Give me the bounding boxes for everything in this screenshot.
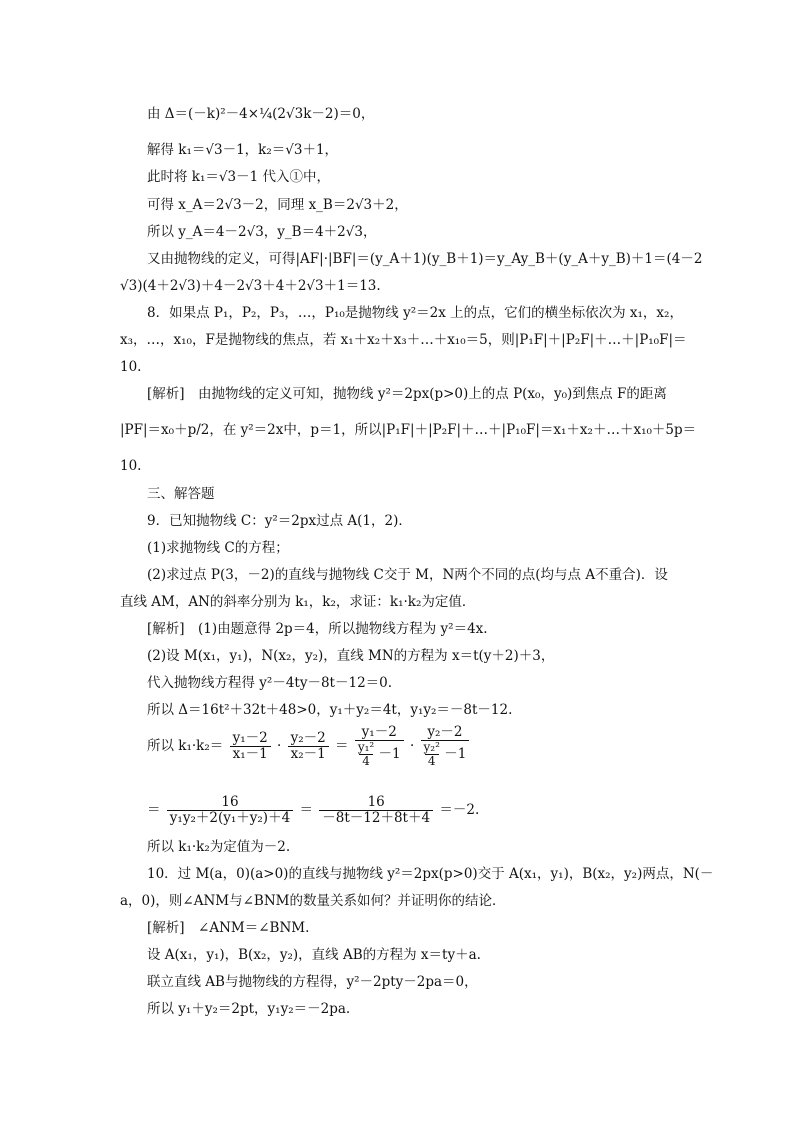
nested-4-tail: －1 [444, 746, 467, 762]
text-line: 8．如果点 P₁，P₂，P₃，…，P₁₀是抛物线 y²＝2x 上的点，它们的横坐标依次为 x₁，x₂， [147, 305, 683, 321]
text-line: x₃，…，x₁₀，F是抛物线的焦点，若 x₁＋x₂＋x₃＋…＋x₁₀＝5，则|P₁F|＋|P₂F|＋…＋|P₁₀F|＝ [120, 332, 687, 348]
fraction-2-numerator: y₂－2 [288, 731, 329, 747]
text-line: 可得 x_A＝2√3－2，同理 x_B＝2√3＋2， [147, 197, 408, 213]
result-tail: ＝－2. [439, 802, 480, 818]
formula-result [147, 795, 479, 826]
text-line: |PF|＝x₀＋p/2，在 y²＝2x中，p＝1，所以|P₁F|＋|P₂F|＋…＋|P₁₀F|＝x₁＋x₂＋…＋x₁₀＋5p＝ [120, 422, 697, 438]
multiply-dot-2: · [409, 738, 415, 754]
fraction-1-numerator: y₁－2 [230, 731, 271, 747]
text-line: 所以 y₁＋y₂＝2pt，y₁y₂＝－2pa. [147, 1001, 351, 1017]
text-line: 10. [120, 458, 142, 474]
text-line: 设 A(x₁，y₁)，B(x₂，y₂)，直线 AB的方程为 x＝ty＋a. [147, 947, 481, 963]
fraction-4-numerator: y₂－2 [421, 725, 470, 741]
fraction-4 [421, 725, 470, 768]
result-fraction-1-denominator: y₁y₂＋2(y₁＋y₂)＋4 [169, 810, 291, 826]
result-fraction-1 [167, 795, 293, 826]
text-line: 联立直线 AB与抛物线的方程得，y²－2pty－2pa＝0， [147, 974, 478, 990]
text-line: 10．过 M(a，0)(a>0)的直线与抛物线 y²＝2px(p>0)交于 A(x₁，y₁)，B(x₂，y₂)两点，N(－ [147, 866, 714, 882]
fraction-1-denominator: x₁－1 [232, 746, 268, 762]
result-fraction-1-numerator: 16 [167, 795, 293, 811]
result-fraction-2-denominator: －8t－12＋8t＋4 [322, 810, 431, 826]
text-line: 此时将 k₁＝√3－1 代入①中， [147, 169, 330, 185]
text-line: 所以 y_A＝4－2√3，y_B＝4＋2√3， [147, 224, 377, 240]
text-line: 直线 AM，AN的斜率分别为 k₁，k₂，求证：k₁·k₂为定值． [120, 594, 476, 610]
nested-fraction-4 [424, 741, 440, 768]
text-line: (2)设 M(x₁，y₁)，N(x₂，y₂)，直线 MN的方程为 x＝t(y＋2)＋3， [147, 648, 555, 664]
text-line: [解析] (1)由题意得 2p＝4，所以抛物线方程为 y²＝4x. [147, 621, 488, 637]
text-line: (2)求过点 P(3，－2)的直线与抛物线 C交于 M，N两个不同的点(均与点 A不重合)．设 [147, 567, 668, 583]
fraction-3-denominator [355, 741, 404, 768]
nested-fraction-3 [358, 741, 374, 768]
result-fraction-2-numerator: 16 [319, 795, 433, 811]
nested-3-tail: －1 [378, 746, 401, 762]
nested-4-top: y₂² [423, 740, 440, 754]
text-line: [解析] ∠ANM＝∠BNM. [147, 920, 310, 936]
fraction-1 [230, 731, 271, 762]
result-equals-1: ＝ [147, 802, 161, 818]
equals-sign: ＝ [335, 738, 349, 754]
text-line: 代入抛物线方程得 y²－4ty－8t－12＝0. [147, 675, 393, 691]
fraction-2 [288, 731, 329, 762]
fraction-3-numerator: y₁－2 [355, 725, 404, 741]
formula-k-product [147, 725, 471, 768]
fraction-4-denominator [421, 741, 470, 768]
text-line: 所以 k₁·k₂为定值为－2. [147, 839, 291, 855]
formula-prefix: 所以 k₁·k₂＝ [147, 738, 224, 754]
text-line: 又由抛物线的定义，可得|AF|·|BF|＝(y_A＋1)(y_B＋1)＝y_Ay_B＋(y_A＋y_B)＋1＝(4－2 [147, 251, 703, 267]
text-line: (1)求抛物线 C的方程； [147, 540, 289, 556]
text-line: [解析] 由抛物线的定义可知，抛物线 y²＝2px(p>0)上的点 P(x₀，y₀)到焦点 F的距离 [147, 386, 667, 402]
text-line: √3)(4＋2√3)＋4－2√3＋4＋2√3＋1＝13. [120, 278, 381, 294]
fraction-2-denominator: x₂－1 [290, 746, 326, 762]
text-line: 解得 k₁＝√3－1，k₂＝√3＋1， [147, 142, 339, 158]
nested-3-bottom: 4 [362, 754, 370, 768]
result-equals-2: ＝ [299, 802, 313, 818]
text-line: 10. [120, 359, 142, 375]
result-fraction-2 [319, 795, 433, 826]
fraction-3 [355, 725, 404, 768]
text-line: 9．已知抛物线 C：y²＝2px过点 A(1，2)． [147, 513, 412, 529]
nested-3-top: y₁² [357, 740, 375, 754]
text-line: 三、解答题 [147, 486, 215, 502]
nested-4-bottom: 4 [427, 754, 436, 768]
text-line: 所以 Δ＝16t²＋32t＋48>0，y₁＋y₂＝4t，y₁y₂＝－8t－12. [147, 702, 513, 718]
multiply-dot: · [277, 738, 282, 754]
text-line: a，0)，则∠ANM与∠BNM的数量关系如何？并证明你的结论． [120, 893, 506, 909]
text-line: 由 Δ＝(－k)²－4×¼(2√3k－2)＝0， [147, 106, 375, 122]
